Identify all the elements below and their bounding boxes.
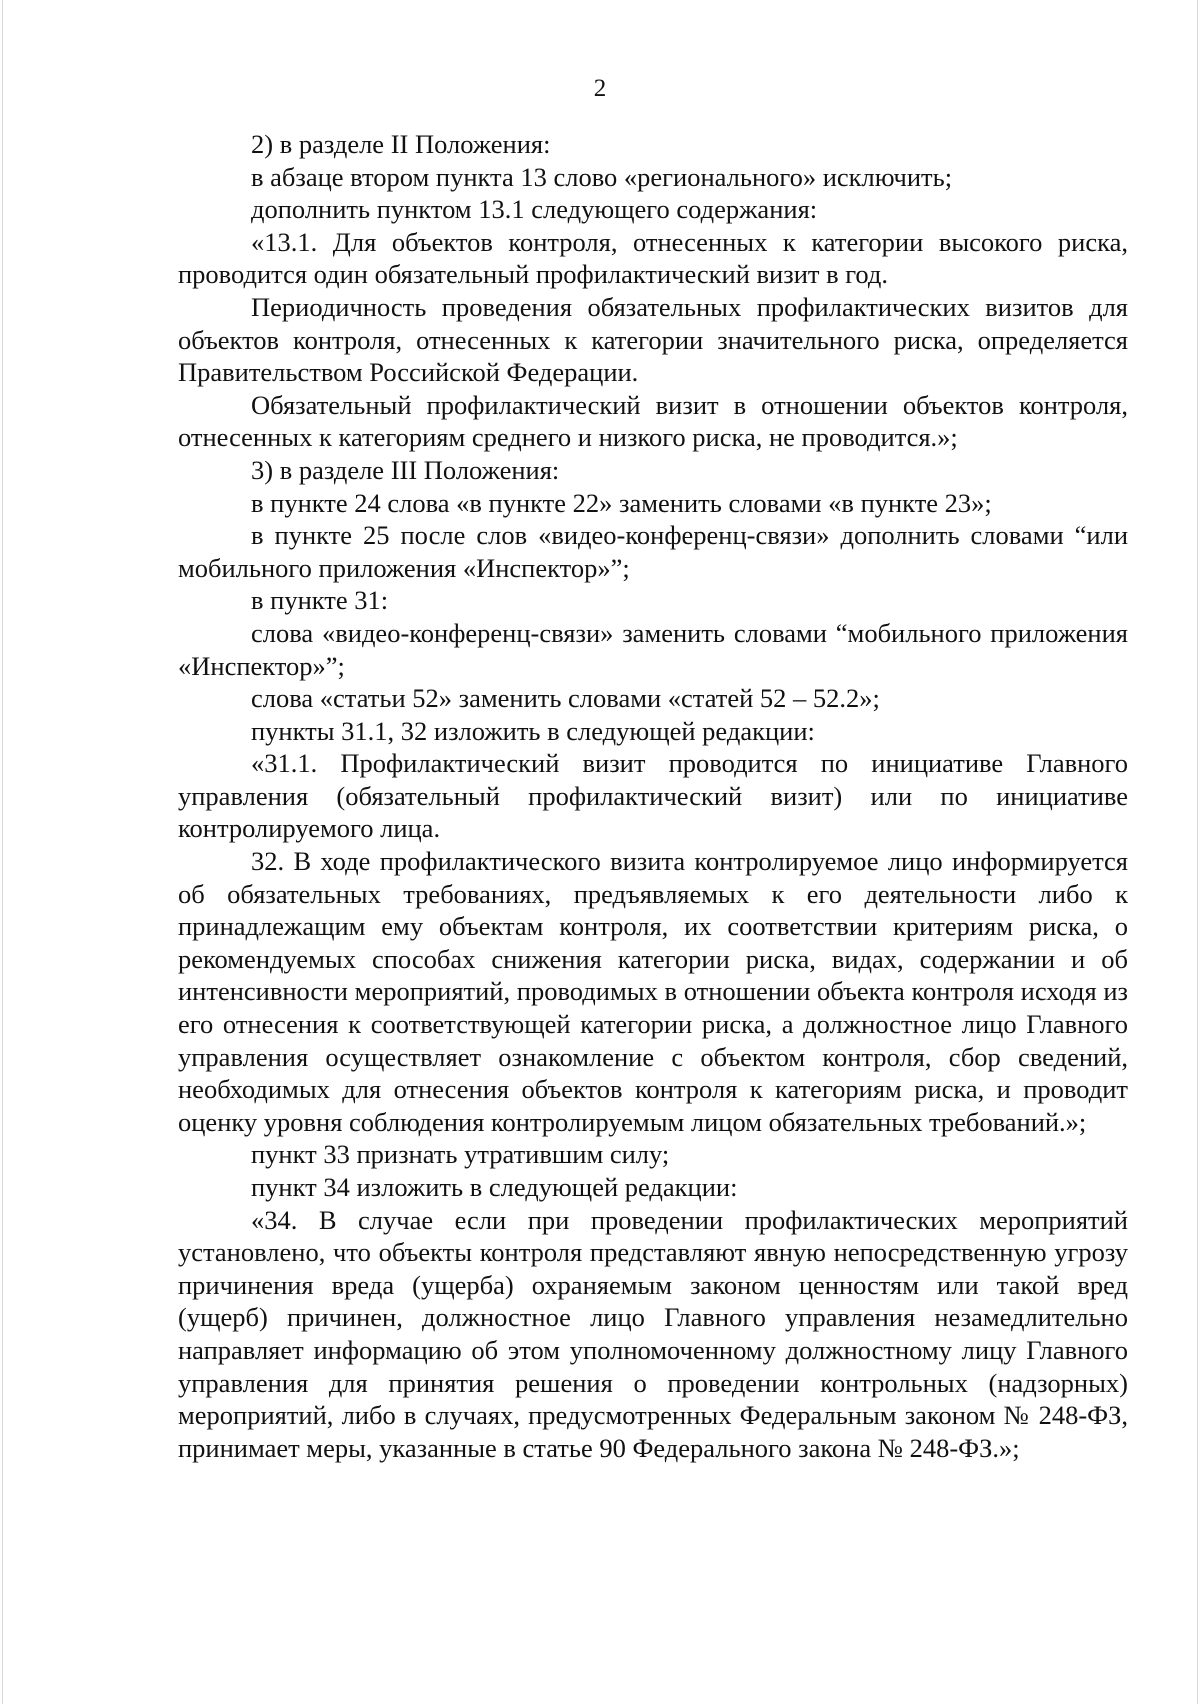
paragraph-amend-24: в пункте 24 слова «в пункте 22» заменить словами «в пункте 23»; bbox=[251, 487, 992, 518]
paragraph-restate-34: пункт 34 изложить в следующей редакции: bbox=[251, 1172, 738, 1202]
paragraph-point-31: в пункте 31: bbox=[251, 585, 389, 616]
paragraph-replace-article-52: слова «статьи 52» заменить словами «статей 52 – 52.2»; bbox=[251, 683, 880, 714]
paragraph-32-text: 32. В ходе профилактического визита контролируемое лицо информируется об обязательных требованиях, предъявляемых к его деятельности либо к принадлежащим ему объектам контроля, их соответствии критериям риска, о рекомендуемых способах снижения категории риска, видах, содержании и об интенсивности мероприятий, проводимых в отношении объекта контроля исходя из его отнесения к соответствующей категории риска, а должностное лицо Главного управления осуществляет ознакомление с объектом контроля, сбор сведений, необходимых для отнесения объектов контроля к категориям риска, и проводит оценку уровня соблюдения контролируемым лицом обязательных требований.»; bbox=[178, 846, 1128, 1137]
paragraph-amend-13: в абзаце втором пункта 13 слово «регионального» исключить; bbox=[251, 161, 953, 192]
scan-edge-left bbox=[2, 0, 3, 1704]
paragraph-31-1-text: «31.1. Профилактический визит проводится по инициативе Главного управления (обязательный профилактический визит) или по инициативе контролируемого лица. bbox=[178, 748, 1128, 844]
page-number: 2 bbox=[593, 75, 607, 102]
paragraph-section-3-heading: 3) в разделе III Положения: bbox=[251, 454, 560, 485]
paragraph-34-text: «34. В случае если при проведении профилактических мероприятий установлено, что объекты контроля представляют явную непосредственную угрозу причинения вреда (ущерба) охраняемым законом ценностям или такой вред (ущерб) причинен, должностное лицо Главного управления незамедлительно направляет информацию об этом уполномоченному должностному лицу Главного управления для принятия решения о проведении контрольных (надзорных) мероприятий, либо в случаях, предусмотренных Федеральным законом № 248-ФЗ, принимает меры, указанные в статье 90 Федерального закона № 248-ФЗ.»; bbox=[178, 1204, 1128, 1463]
document-body bbox=[178, 128, 1128, 1464]
paragraph-medium-low-risk: Обязательный профилактический визит в отношении объектов контроля, отнесенных к категориям среднего и низкого риска, не проводится.»; bbox=[178, 389, 1128, 453]
paragraph-section-2-heading: 2) в разделе II Положения: bbox=[251, 129, 551, 159]
paragraph-replace-vks: слова «видео-конференц-связи» заменить словами “мобильного приложения «Инспектор»”; bbox=[178, 617, 1128, 681]
paragraph-13-1-high-risk: «13.1. Для объектов контроля, отнесенных к категории высокого риска, проводится один обязательный профилактический визит в год. bbox=[178, 226, 1128, 290]
paragraph-significant-risk: Периодичность проведения обязательных профилактических визитов для объектов контроля, отнесенных к категории значительного риска, определяется Правительством Российской Федерации. bbox=[178, 291, 1128, 388]
paragraph-point-33-void: пункт 33 признать утратившим силу; bbox=[251, 1139, 670, 1170]
paragraph-amend-25: в пункте 25 после слов «видео-конференц-связи» дополнить словами “или мобильного приложения «Инспектор»”; bbox=[178, 520, 1128, 583]
paragraph-restate-31-1-32: пункты 31.1, 32 изложить в следующей редакции: bbox=[251, 715, 815, 746]
paragraph-add-13-1: дополнить пунктом 13.1 следующего содержания: bbox=[251, 194, 818, 225]
scan-edge-right bbox=[1197, 0, 1198, 1704]
